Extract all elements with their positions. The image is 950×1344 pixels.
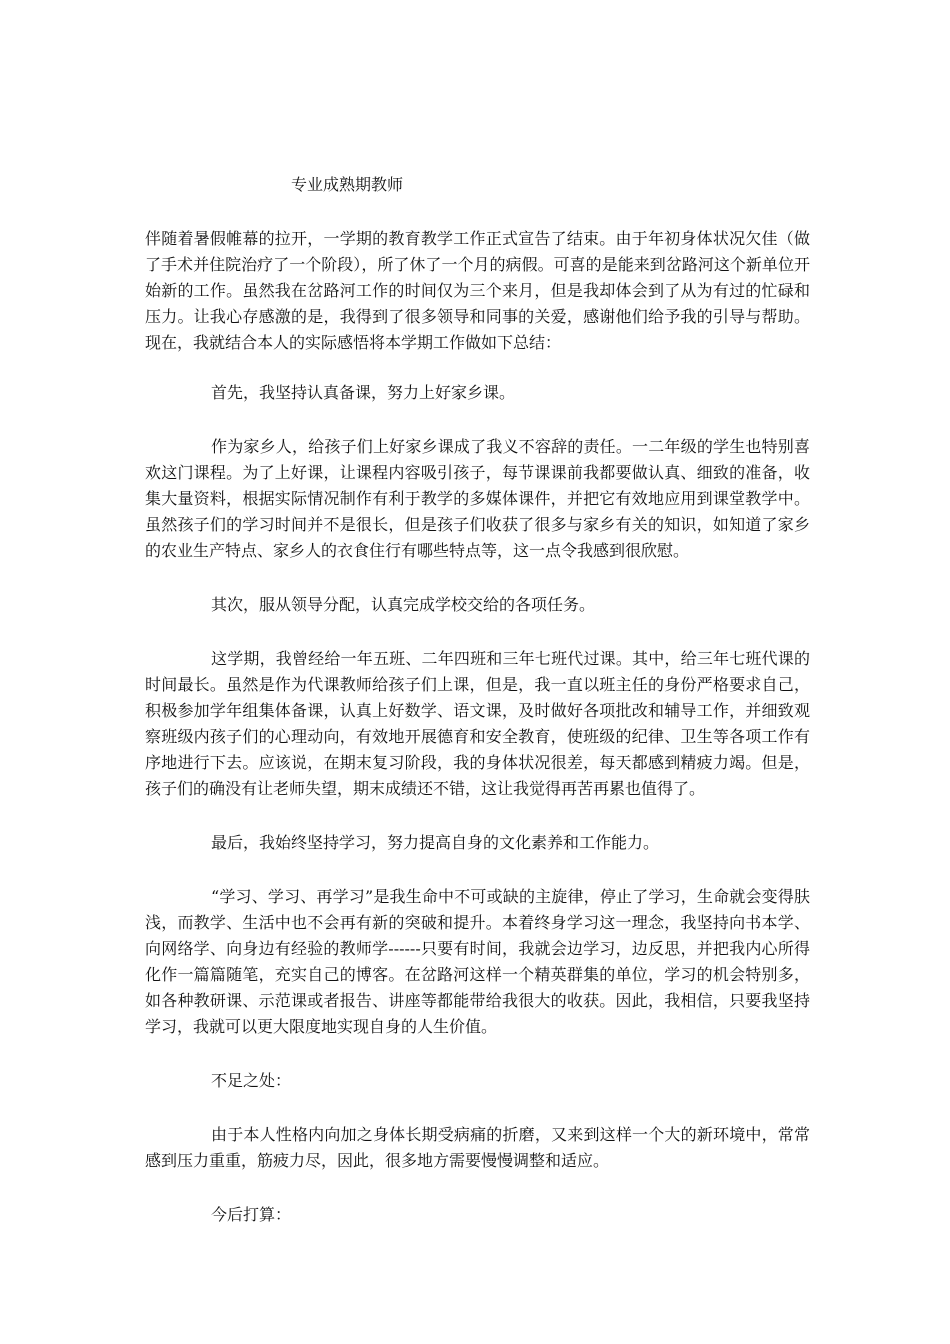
section-heading-shortcomings: 不足之处： <box>211 1071 292 1090</box>
document-body <box>145 226 810 1256</box>
document-title: 专业成熟期教师 <box>291 175 404 194</box>
section-heading-first: 首先，我坚持认真备课，努力上好家乡课。 <box>211 383 516 402</box>
paragraph-learning: “学习、学习、再学习”是我生命中不可或缺的主旋律，停止了学习，生命就会变得肤浅，而教学、生活中也不会再有新的突破和提升。本着终身学习这一理念，我坚持向书本学、向网络学、向身边有经验的教师学------只要有时间，我就会边学习，边反思，并把我内心所得化作一篇篇随笔，充实自己的博客。在岔路河这样一个精英群集的单位，学习的机会特别多，如各种教研课、示范课或者报告、讲座等都能带给我很大的收获。因此，我相信，只要我坚持学习，我就可以更大限度地实现自身的人生价值。 <box>145 887 810 1036</box>
section-heading-plans: 今后打算： <box>211 1205 292 1224</box>
paragraph-hometown-course: 作为家乡人，给孩子们上好家乡课成了我义不容辞的责任。一二年级的学生也特别喜欢这门课程。为了上好课，让课程内容吸引孩子，每节课课前我都要做认真、细致的准备，收集大量资料，根据实际情况制作有利于教学的多媒体课件，并把它有效地应用到课堂教学中。虽然孩子们的学习时间并不是很长，但是孩子们收获了很多与家乡有关的知识，如知道了家乡的农业生产特点、家乡人的衣食住行有哪些特点等，这一点令我感到很欣慰。 <box>145 437 810 560</box>
section-heading-second: 其次，服从领导分配，认真完成学校交给的各项任务。 <box>211 595 596 614</box>
paragraph-shortcomings: 由于本人性格内向加之身体长期受病痛的折磨，又来到这样一个大的新环境中，常常感到压力重重，筋疲力尽，因此，很多地方需要慢慢调整和适应。 <box>145 1125 810 1170</box>
paragraph-intro: 伴随着暑假帷幕的拉开，一学期的教育教学工作正式宣告了结束。由于年初身体状况欠佳（做了手术并住院治疗了一个阶段），所了休了一个月的病假。可喜的是能来到岔路河这个新单位开始新的工作。虽然我在岔路河工作的时间仅为三个来月，但是我却体会到了从为有过的忙碌和压力。让我心存感激的是，我得到了很多领导和同事的关爱，感谢他们给予我的引导与帮助。现在，我就结合本人的实际感悟将本学期工作做如下总结： <box>145 229 810 352</box>
paragraph-substitute-teaching: 这学期，我曾经给一年五班、二年四班和三年七班代过课。其中，给三年七班代课的时间最长。虽然是作为代课教师给孩子们上课，但是，我一直以班主任的身份严格要求自己，积极参加学年组集体备课，认真上好数学、语文课，及时做好各项批改和辅导工作，并细致观察班级内孩子们的心理动向，有效地开展德育和安全教育，使班级的纪律、卫生等各项工作有序地进行下去。应该说，在期末复习阶段，我的身体状况很差，每天都感到精疲力竭。但是，孩子们的确没有让老师失望，期末成绩还不错，这让我觉得再苦再累也值得了。 <box>145 649 810 798</box>
section-heading-last: 最后，我始终坚持学习，努力提高自身的文化素养和工作能力。 <box>211 833 660 852</box>
